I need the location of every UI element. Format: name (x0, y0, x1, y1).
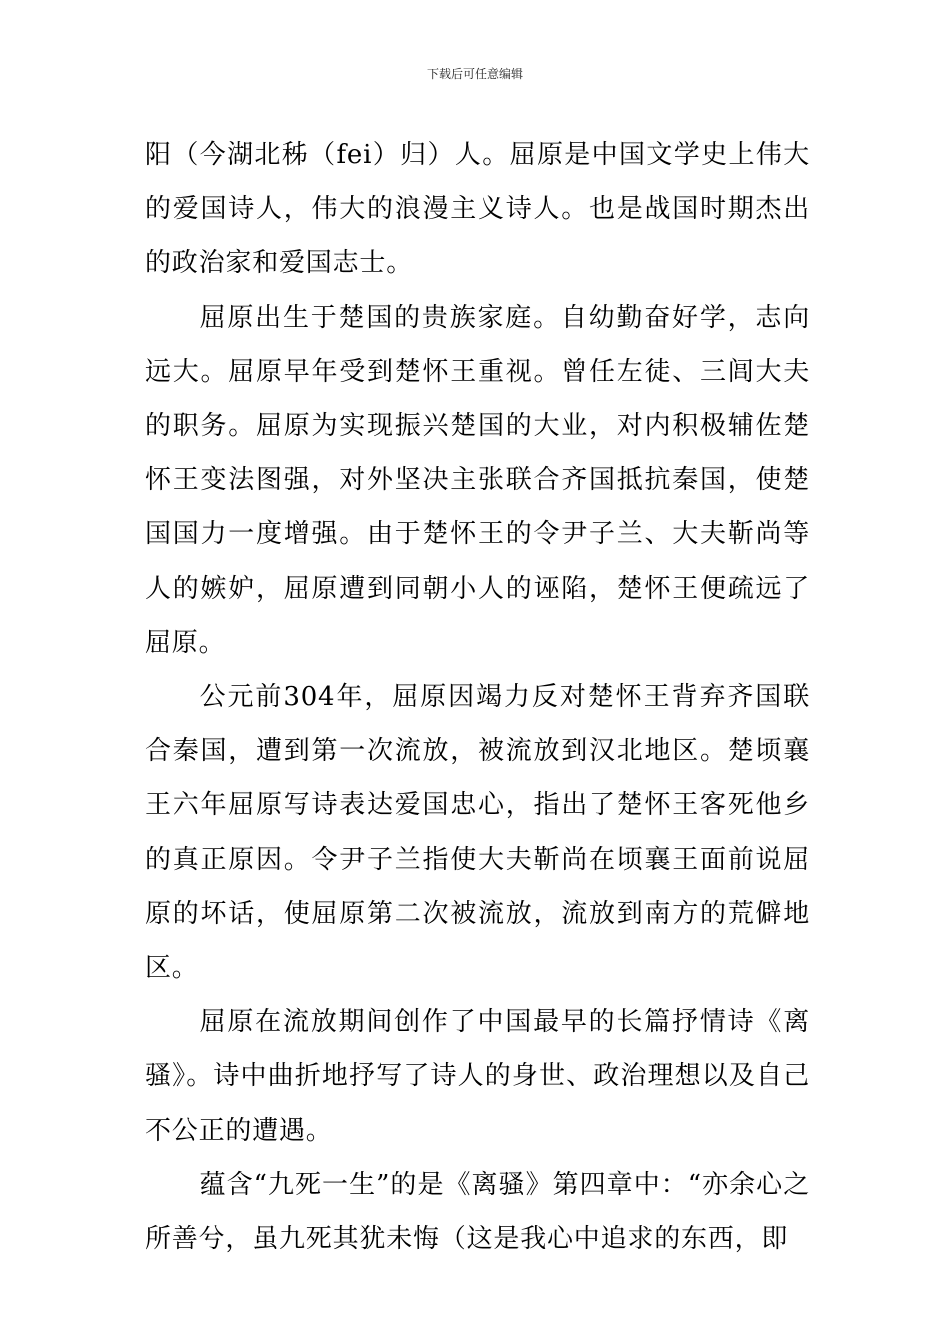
paragraph-nine-deaths: 蕴含“九死一生”的是《离骚》第四章中：“亦余心之所善兮，虽九死其犹未悔（这是我心中追求的东西，即 (145, 1169, 810, 1255)
paragraph-continuation: 阳（今湖北秭（fei）归）人。屈原是中国文学史上伟大的爱国诗人，伟大的浪漫主义诗人。也是战国时期杰出的政治家和爱国志士。 (145, 140, 810, 279)
document-body (145, 128, 810, 1266)
paragraph-early-life: 屈原出生于楚国的贵族家庭。自幼勤奋好学，志向远大。屈原早年受到楚怀王重视。曾任左徒、三闾大夫的职务。屈原为实现振兴楚国的大业，对内积极辅佐楚怀王变法图强，对外坚决主张联合齐国抵抗秦国，使楚国国力一度增强。由于楚怀王的令尹子兰、大夫靳尚等人的嫉妒，屈原遭到同朝小人的诬陷，楚怀王便疏远了屈原。 (145, 302, 810, 658)
paragraph-exile: 公元前304年，屈原因竭力反对楚怀王背弃齐国联合秦国，遭到第一次流放，被流放到汉北地区。楚顷襄王六年屈原写诗表达爱国忠心，指出了楚怀王客死他乡的真正原因。令尹子兰指使大夫靳尚在顷襄王面前说屈原的坏话，使屈原第二次被流放，流放到南方的荒僻地区。 (145, 682, 810, 984)
paragraph-lisao: 屈原在流放期间创作了中国最早的长篇抒情诗《离骚》。诗中曲折地抒写了诗人的身世、政治理想以及自己不公正的遭遇。 (145, 1007, 810, 1146)
page-header: 下载后可任意编辑 (426, 67, 523, 81)
